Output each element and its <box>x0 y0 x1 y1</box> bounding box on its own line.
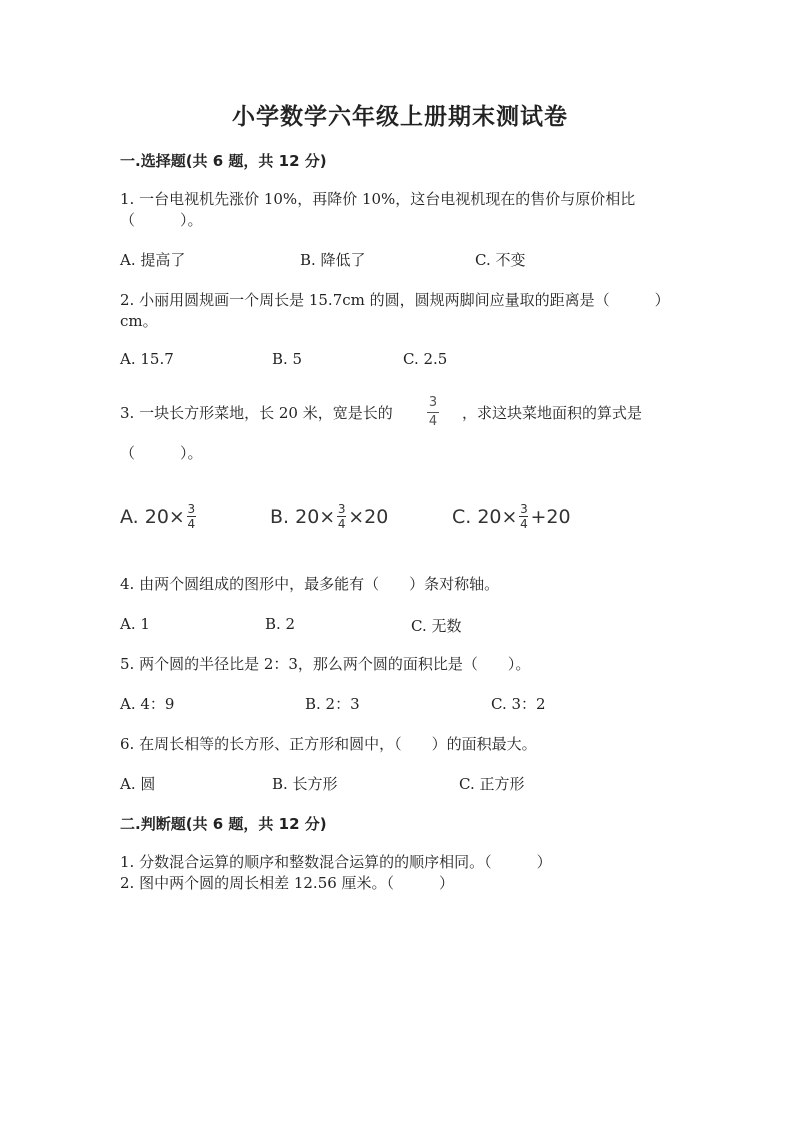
q3-text-line2: （ ）。 <box>120 444 203 462</box>
judge-q1-text: 1. 分数混合运算的顺序和整数混合运算的的顺序相同。（ ） <box>120 853 552 871</box>
q3-option-b-prefix: B. 20× <box>270 506 336 528</box>
q2-text-line2: cm。 <box>120 312 158 330</box>
q3-fraction-denominator: 4 <box>428 414 438 429</box>
q3-option-c <box>452 500 571 534</box>
q1-option-c: C. 不变 <box>475 251 526 269</box>
q6-text: 6. 在周长相等的长方形、正方形和圆中，（ ）的面积最大。 <box>120 735 537 753</box>
judge-q2-text: 2. 图中两个圆的周长相差 12.56 厘米。（ ） <box>120 874 455 892</box>
q3-text-part2: ，求这块菜地面积的算式是 <box>462 404 643 422</box>
q5-text: 5. 两个圆的半径比是 2：3，那么两个圆的面积比是（ ）。 <box>120 655 531 673</box>
q3-option-a-fraction <box>187 503 196 530</box>
q6-option-b: B. 长方形 <box>272 775 338 793</box>
q6-option-a: A. 圆 <box>120 775 156 793</box>
q3-option-c-fraction <box>519 503 528 530</box>
q3-option-b-numerator: 3 <box>337 501 346 516</box>
page-title: 小学数学六年级上册期末测试卷 <box>232 103 568 130</box>
q3-option-c-prefix: C. 20× <box>452 506 518 528</box>
q3-option-a <box>120 500 198 534</box>
q3-option-c-denominator: 4 <box>520 516 528 531</box>
q3-fraction <box>427 396 439 429</box>
section2-heading: 二.判断题(共 6 题，共 12 分) <box>120 815 327 833</box>
q4-option-c: C. 无数 <box>411 617 462 635</box>
q4-option-a: A. 1 <box>120 615 150 633</box>
q3-option-a-numerator: 3 <box>187 501 196 516</box>
q2-option-a: A. 15.7 <box>120 350 174 368</box>
q2-option-b: B. 5 <box>272 350 303 368</box>
q4-text: 4. 由两个圆组成的图形中，最多能有（ ）条对称轴。 <box>120 575 500 593</box>
q3-fraction-bar <box>427 412 439 413</box>
section1-heading: 一.选择题(共 6 题，共 12 分) <box>120 152 327 170</box>
q3-option-b-suffix: ×20 <box>348 506 389 528</box>
q6-option-c: C. 正方形 <box>459 775 525 793</box>
q3-option-a-denominator: 4 <box>187 516 196 531</box>
q3-option-b-denominator: 4 <box>337 516 346 531</box>
q3-option-c-suffix: +20 <box>530 506 571 528</box>
q5-option-a: A. 4：9 <box>120 695 175 713</box>
q5-option-b: B. 2：3 <box>305 695 360 713</box>
q3-text-part1: 3. 一块长方形菜地，长 20 米，宽是长的 <box>120 404 393 422</box>
q3-option-b-fraction <box>337 503 346 530</box>
q1-option-b: B. 降低了 <box>300 251 366 269</box>
q3-fraction-numerator: 3 <box>428 395 438 410</box>
q4-option-b: B. 2 <box>265 615 296 633</box>
q5-option-c: C. 3：2 <box>491 695 546 713</box>
q1-text-line1: 1. 一台电视机先涨价 10%，再降价 10%，这台电视机现在的售价与原价相比 <box>120 190 636 208</box>
q3-option-c-numerator: 3 <box>520 501 528 516</box>
q2-option-c: C. 2.5 <box>403 350 448 368</box>
q1-option-a: A. 提高了 <box>120 251 186 269</box>
q2-text-line1: 2. 小丽用圆规画一个周长是 15.7cm 的圆，圆规两脚间应量取的距离是（ ） <box>120 291 670 309</box>
q3-option-b <box>270 500 388 534</box>
q3-option-a-prefix: A. 20× <box>120 506 185 528</box>
q1-text-line2: （ ）。 <box>120 211 203 229</box>
